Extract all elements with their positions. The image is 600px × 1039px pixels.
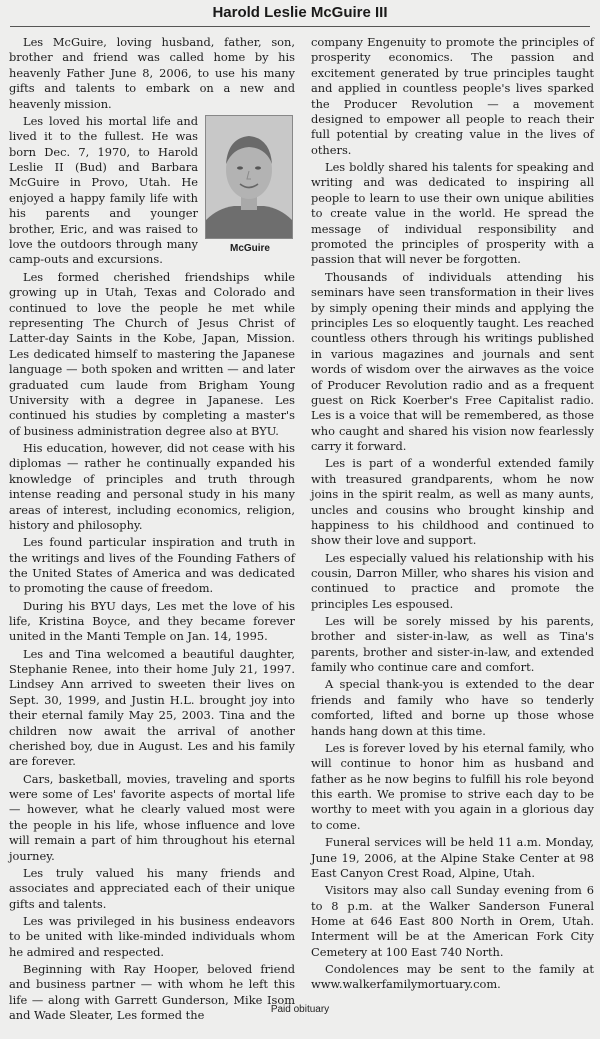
paragraph: Les McGuire, loving husband, father, son, brother and friend was called home by his heavenly Father June 8, 2006, to use his many gifts and talents to embark on a new and heavenly mission.	[9, 35, 295, 111]
paragraph: Les and Tina welcomed a beautiful daughter, Stephanie Renee, into their home July 21, 1997. Lindsey Ann arrived to sweeten their lives on Sept. 30, 1999, and Justin H.L. brought joy into their eternal family May 25, 2003. Tina and the children now await the arrival of another cherished boy, due in August. Les and his family are forever.	[9, 646, 295, 769]
paragraph: A special thank-you is extended to the dear friends and family who have so tenderly comforted, lifted and borne up those whose hands hang down at this time.	[311, 677, 594, 738]
paragraph: Condolences may be sent to the family at www.walkerfamilymortuary.com.	[311, 961, 594, 992]
paragraph: company Engenuity to promote the principles of prosperity economics. The passion and excitement generated by true principles taught and applied in countless people's lives sparked the Producer Revolution — a movement designed to empower all people to reach their full potential by creating value in the lives of others.	[311, 35, 594, 157]
paragraph: During his BYU days, Les met the love of his life, Kristina Boyce, and they became forever united in the Manti Temple on Jan. 14, 1995.	[9, 598, 295, 644]
photo-caption: McGuire	[229, 242, 270, 254]
paragraph: Les especially valued his relationship with his cousin, Darron Miller, who shares his vision and continued to practice and promote the principles Les espoused.	[311, 550, 594, 611]
paragraph: Beginning with Ray Hooper, beloved friend and business partner — with whom he left this life — along with Garrett Gunderson, Mike Isom and Wade Sleater, Les formed the	[9, 961, 295, 1023]
paragraph: Thousands of individuals attending his seminars have seen transformation in their lives by simply opening their minds and applying the principles Les so eloquently taught. Les reached countless others through his writings published in various magazines and journals and sent words of wisdom over the airwaves as the voice of Producer Revolution radio and as a frequent guest on Rick Koerber's Free Capitalist radio. Les is a voice that will be remembered, as those who caught and shared his vision now fearlessly carry it forward.	[311, 269, 594, 454]
paragraph: Les will be sorely missed by his parents, brother and sister-in-law, as well as Tina's parents, brother and sister-in-law, and extended family who continue care and comfort.	[311, 614, 594, 675]
paragraph: Cars, basketball, movies, traveling and sports were some of Les' favorite aspects of mortal life — however, what he clearly valued most were the people in his life, whose influence and love will remain a part of him throughout his eternal journey.	[9, 771, 295, 863]
paragraph: Les is forever loved by his eternal family, who will continue to honor him as husband and father as he now begins to fulfill his role beyond this earth. We promise to strive each day to be worthy to meet with you again in a glorious day to come.	[311, 740, 594, 832]
portrait-block	[205, 115, 295, 256]
portrait-photo	[205, 115, 293, 239]
paragraph: Les boldly shared his talents for speaking and writing and was dedicated to inspiring all people to learn to use their own unique abilities to create value in the world. He spread the message of individual responsibility and promoted the principles of prosperity with a passion that will never be forgotten.	[311, 160, 594, 267]
title-divider	[10, 26, 590, 27]
paragraph: Les is part of a wonderful extended family with treasured grandparents, whom he now joins in the spirit realm, as well as many aunts, uncles and cousins who brought kinship and happiness to his childhood and continued to show their love and support.	[311, 456, 594, 548]
paragraph: Les was privileged in his business endeavors to be united with like-minded individuals whom he admired and respected.	[9, 913, 295, 959]
paid-obituary-label: Paid obituary	[270, 1004, 330, 1015]
paragraph: Les formed cherished friendships while growing up in Utah, Texas and Colorado and continued to love the people he met while representing The Church of Jesus Christ of Latter-day Saints in the Kobe, Japan, Mission. Les dedicated himself to mastering the Japanese language — both spoken and written — and later graduated cum laude from Brigham Young University with a degree in Japanese. Les continued his studies by completing a master's of business administration degree also at BYU.	[9, 269, 295, 438]
right-column	[311, 35, 594, 995]
paragraph: Les truly valued his many friends and associates and appreciated each of their unique gifts and talents.	[9, 865, 295, 911]
paragraph: Visitors may also call Sunday evening from 6 to 8 p.m. at the Walker Sanderson Funeral Home at 646 East 800 North in Orem, Utah. Interment will be at the American Fork City Cemetery at 100 East 740 North.	[311, 883, 594, 959]
page-title: Harold Leslie McGuire III	[212, 4, 388, 21]
left-column	[9, 35, 295, 1025]
portrait-image	[206, 116, 292, 238]
paragraph: Les loved his mortal life and lived it to the fullest. He was born Dec. 7, 1970, to Harold Leslie II (Bud) and Barbara McGuire in Provo, Utah. He enjoyed a happy family life with his parents and younger brother, Eric, and was raised to love the outdoors through many camp-outs and excursions.	[9, 113, 198, 267]
paragraph: Les found particular inspiration and truth in the writings and lives of the Founding Fathers of the United States of America and was dedicated to promoting the cause of freedom.	[9, 535, 295, 596]
paragraph: His education, however, did not cease with his diplomas — rather he continually expanded his knowledge of principles and truth through intense reading and personal study in his many areas of interest, including economics, religion, history and philosophy.	[9, 440, 295, 532]
paragraph: Funeral services will be held 11 a.m. Monday, June 19, 2006, at the Alpine Stake Center at 98 East Canyon Crest Road, Alpine, Utah.	[311, 835, 594, 880]
